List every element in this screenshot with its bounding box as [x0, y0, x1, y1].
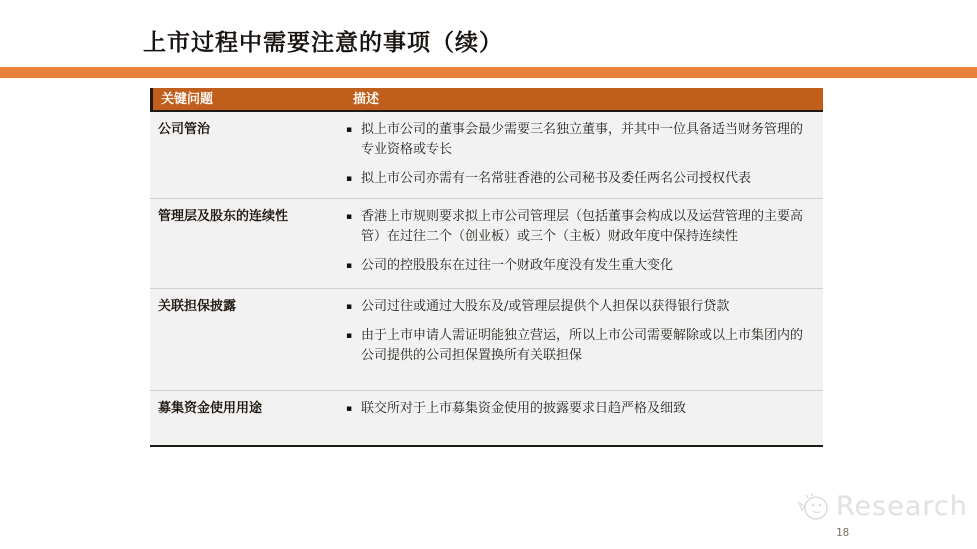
- accent-divider-bar: [0, 67, 977, 78]
- issue-cell: 募集资金使用用途: [158, 401, 263, 416]
- bullet-item: [346, 326, 809, 366]
- bullet-list: [342, 118, 823, 198]
- issues-table: [150, 88, 823, 447]
- issue-cell: 管理层及股东的连续性: [158, 209, 289, 224]
- bullet-item: [346, 207, 809, 247]
- bullet-item: [346, 169, 809, 189]
- bullet-text: 联交所对于上市募集资金使用的披露要求日趋严格及细致: [361, 401, 687, 416]
- bullet-text: 公司的控股股东在过往一个财政年度没有发生重大变化: [361, 258, 674, 273]
- page-number: 18: [836, 526, 850, 539]
- bullet-square-icon: ▪: [346, 331, 353, 341]
- page-title: 上市过程中需要注意的事项（续）: [143, 29, 503, 56]
- bullet-text: 香港上市规则要求拟上市公司管理层（包括董事会构成以及运营管理的主要高管）在过往二个（创业板）或三个（主板）财政年度中保持连续性: [361, 209, 804, 244]
- bullet-list: [342, 397, 823, 445]
- issues-table-body: [150, 112, 823, 447]
- bullet-item: [346, 399, 809, 419]
- column-header-key-issue: 关键问题: [161, 92, 214, 107]
- bullet-item: [346, 297, 809, 317]
- bullet-square-icon: ▪: [346, 261, 353, 271]
- table-row: [150, 112, 823, 199]
- issue-cell: 公司管治: [158, 122, 211, 137]
- bullet-list: [342, 205, 823, 288]
- bullet-item: [346, 120, 809, 160]
- column-header-description: 描述: [353, 92, 380, 107]
- bullet-list: [342, 295, 823, 390]
- table-header-row: [150, 88, 823, 112]
- bullet-text: 由于上市申请人需证明能独立营运，所以上市公司需要解除或以上市集团内的公司提供的公司担保置换所有关联担保: [361, 328, 804, 363]
- bullet-square-icon: ▪: [346, 212, 353, 222]
- bullet-text: 公司过往或通过大股东及/或管理层提供个人担保以获得银行贷款: [361, 299, 730, 314]
- table-row: [150, 289, 823, 391]
- brand-logo-text: Research: [836, 490, 968, 522]
- bullet-square-icon: ▪: [346, 404, 353, 414]
- bullet-square-icon: ▪: [346, 174, 353, 184]
- bullet-text: 拟上市公司亦需有一名常驻香港的公司秘书及委任两名公司授权代表: [361, 171, 752, 186]
- brand-logo: [796, 490, 968, 522]
- bullet-square-icon: ▪: [346, 302, 353, 312]
- table-row: [150, 199, 823, 289]
- bullet-text: 拟上市公司的董事会最少需要三名独立董事，并其中一位具备适当财务管理的专业资格或专长: [361, 122, 804, 157]
- bullet-square-icon: ▪: [346, 125, 353, 135]
- table-row: [150, 391, 823, 445]
- doodle-face-icon: [796, 490, 832, 522]
- bullet-item: [346, 256, 809, 276]
- issue-cell: 关联担保披露: [158, 299, 237, 314]
